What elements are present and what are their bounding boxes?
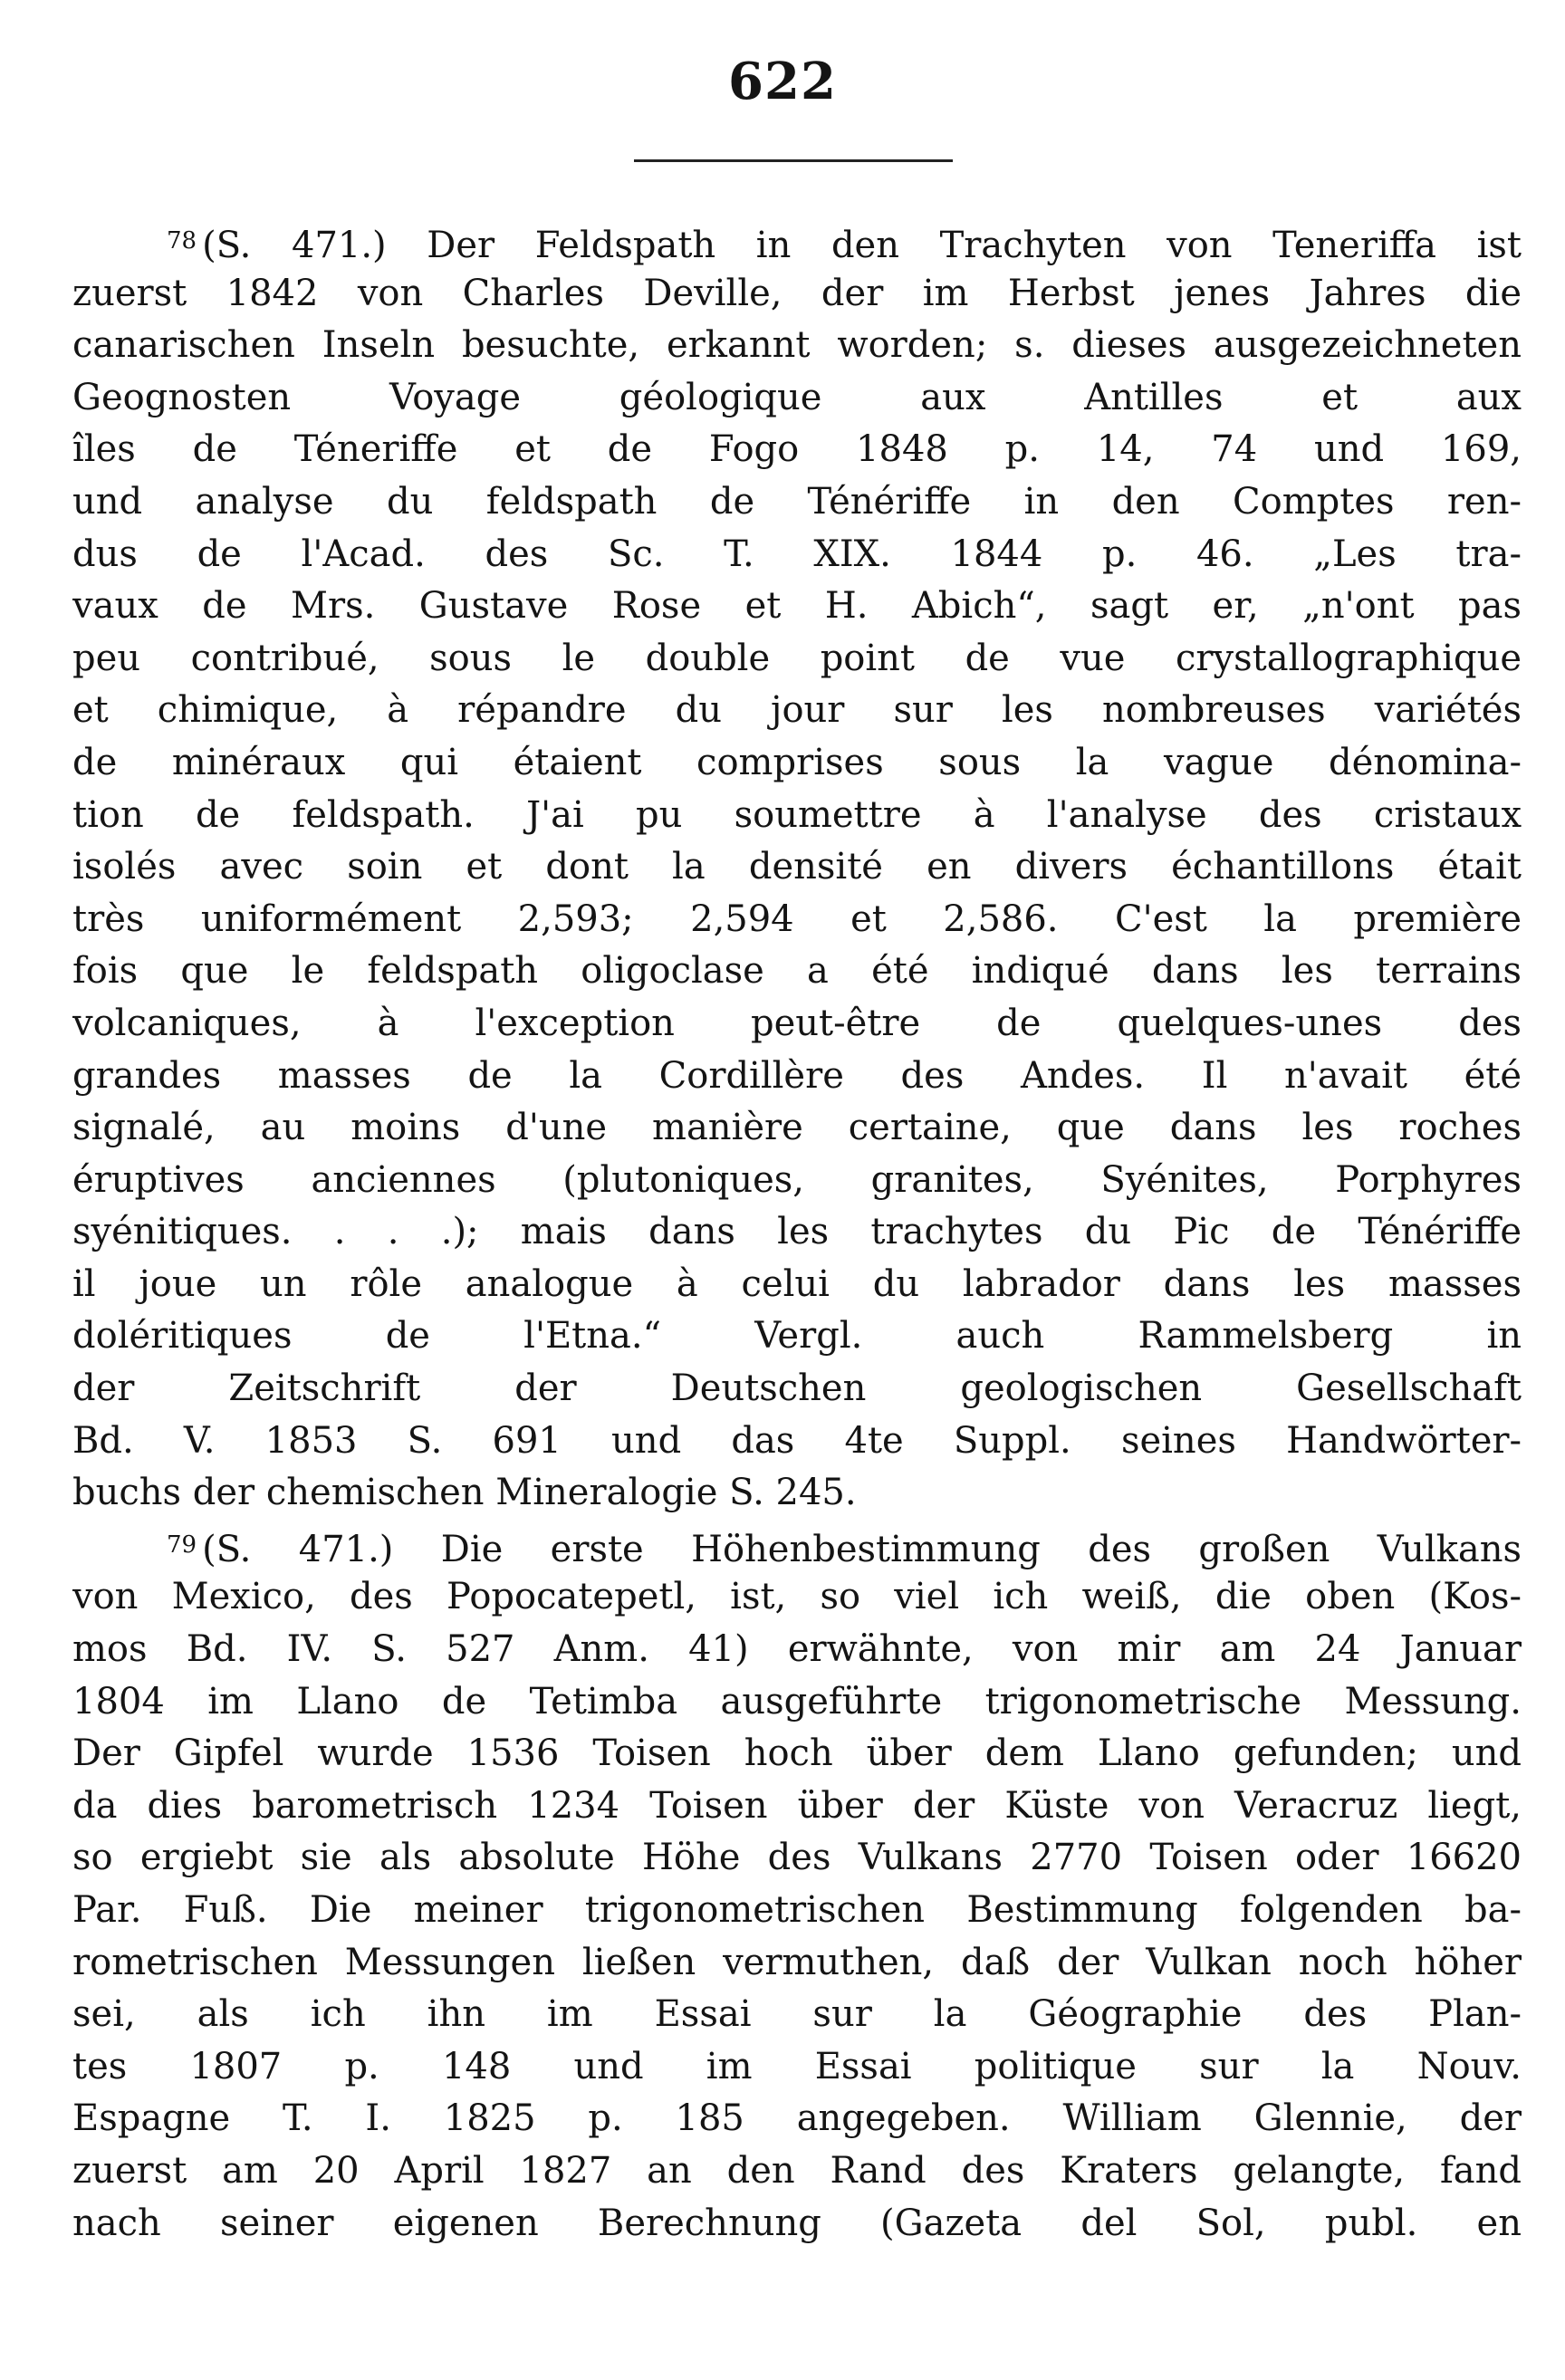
footnote-number: 79 xyxy=(167,1531,197,1559)
text-line: zuerst 1842 von Charles Deville, der im Herbst jenes Jahres die xyxy=(72,272,1522,314)
page-number: 622 xyxy=(728,52,837,111)
text-line: volcaniques, à l'exception peut-être de quelques-unes des xyxy=(72,1002,1522,1044)
footnotes xyxy=(72,216,1522,2250)
text-line: Geognosten Voyage géologique aux Antilles et aux xyxy=(72,376,1522,418)
text-line: de minéraux qui étaient comprises sous la vague dénomina- xyxy=(72,741,1522,783)
text-line: Par. Fuß. Die meiner trigonometrischen Bestimmung folgenden ba- xyxy=(72,1889,1522,1931)
text-line: et chimique, à répandre du jour sur les nombreuses variétés xyxy=(72,689,1522,732)
text-line: îles de Téneriffe et de Fogo 1848 p. 14, 74 und 169, xyxy=(72,428,1522,471)
text-line: Bd. V. 1853 S. 691 und das 4te Suppl. seines Handwörter- xyxy=(72,1419,1522,1462)
text-line: Espagne T. I. 1825 p. 185 angegeben. William Glennie, der xyxy=(72,2097,1522,2140)
text-line: Der Gipfel wurde 1536 Toisen hoch über dem Llano gefunden; und xyxy=(72,1732,1522,1775)
text-line: il joue un rôle analogue à celui du labrador dans les masses xyxy=(72,1262,1522,1305)
text-line: canarischen Inseln besuchte, erkannt worden; s. dieses ausgezeichneten xyxy=(72,324,1522,367)
text-line: dus de l'Acad. des Sc. T. XIX. 1844 p. 46. „Les tra- xyxy=(72,533,1522,575)
text-line: zuerst am 20 April 1827 an den Rand des Kraters gelangte, fand xyxy=(72,2149,1522,2192)
text-line: syénitiques. . . .); mais dans les trachytes du Pic de Ténériffe xyxy=(72,1211,1522,1253)
text-line: très uniformément 2,593; 2,594 et 2,586. C'est la première xyxy=(72,897,1522,940)
header-rule xyxy=(634,159,953,162)
footnote-78 xyxy=(72,216,1522,1520)
text-line: peu contribué, sous le double point de vue crystallographique xyxy=(72,637,1522,679)
text-line: fois que le feldspath oligoclase a été indiqué dans les terrains xyxy=(72,950,1522,993)
text-line: nach seiner eigenen Berechnung (Gazeta del Sol, publ. en xyxy=(72,2202,1522,2244)
text-line: mos Bd. IV. S. 527 Anm. 41) erwähnte, von mir am 24 Januar xyxy=(72,1628,1522,1671)
text-line: isolés avec soin et dont la densité en divers échantillons était xyxy=(72,846,1522,888)
text-line: und analyse du feldspath de Ténériffe in den Comptes ren- xyxy=(72,480,1522,523)
text-line: $^{78}$ (S. 471.) Der Feldspath in den Trachyten von Teneriffa ist xyxy=(167,225,1522,266)
text-line: da dies barometrisch 1234 Toisen über der Küste von Veracruz liegt, xyxy=(72,1784,1522,1827)
text-line: tes 1807 p. 148 und im Essai politique sur la Nouv. xyxy=(72,2045,1522,2087)
text-line: so ergiebt sie als absolute Höhe des Vulkans 2770 Toisen oder 16620 xyxy=(72,1837,1522,1879)
text-line: buchs der chemischen Mineralogie S. 245. xyxy=(72,1472,857,1514)
text-line: vaux de Mrs. Gustave Rose et H. Abich“, sagt er, „n'ont pas xyxy=(72,585,1522,628)
text-line: grandes masses de la Cordillère des Andes. Il n'avait été xyxy=(72,1054,1522,1097)
text-line: von Mexico, des Popocatepetl, ist, so viel ich weiß, die oben (Kos- xyxy=(72,1576,1522,1618)
text-line: der Zeitschrift der Deutschen geologischen Gesellschaft xyxy=(72,1368,1522,1410)
text-line: $^{79}$ (S. 471.) Die erste Höhenbestimmung des großen Vulkans xyxy=(167,1528,1522,1570)
text-line: rometrischen Messungen ließen vermuthen, daß der Vulkan noch höher xyxy=(72,1941,1522,1983)
text-line: doléritiques de l'Etna.“ Vergl. auch Rammelsberg in xyxy=(72,1315,1522,1358)
footnote-79 xyxy=(72,1520,1522,2250)
text-line: tion de feldspath. J'ai pu soumettre à l'analyse des cristaux xyxy=(72,793,1522,836)
text-line: 1804 im Llano de Tetimba ausgeführte trigonometrische Messung. xyxy=(72,1680,1522,1723)
footnote-number: 78 xyxy=(167,227,197,254)
text-line: éruptives anciennes (plutoniques, granites, Syénites, Porphyres xyxy=(72,1158,1522,1201)
text-line: signalé, au moins d'une manière certaine, que dans les roches xyxy=(72,1107,1522,1149)
text-line: sei, als ich ihn im Essai sur la Géographie des Plan- xyxy=(72,1993,1522,2036)
